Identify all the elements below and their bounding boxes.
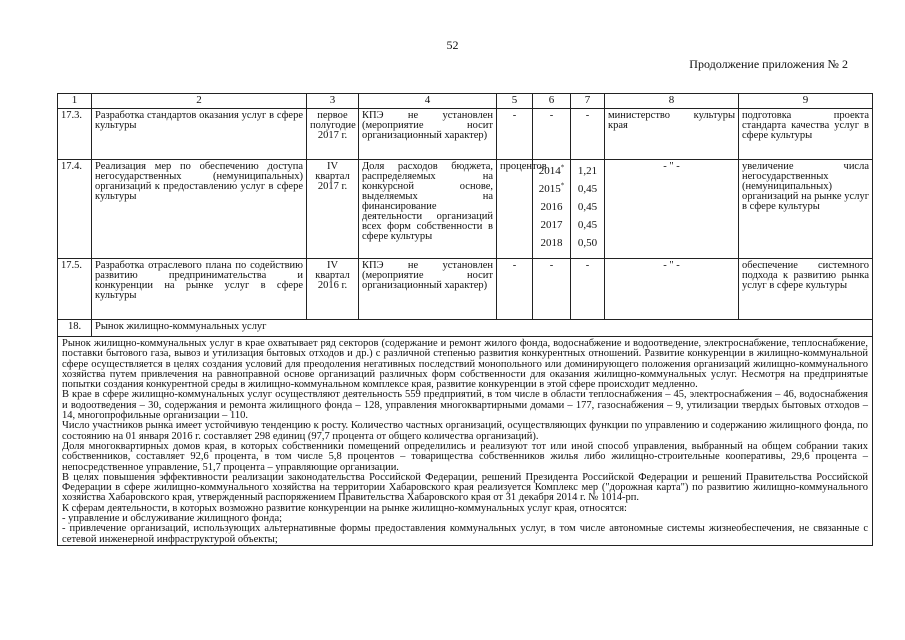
measure-indicator: Доля расходов бюджета, распределяемых на конкурсной основе, выделяемых на финансирование деятельности организаций всех форм собственности в сфере культуры bbox=[359, 160, 497, 259]
measure-name: Разработка стандартов оказания услуг в сфере культуры bbox=[92, 109, 307, 160]
measure-year: 2017 bbox=[540, 219, 563, 231]
section-number: 18. bbox=[58, 320, 92, 337]
measure-unit: - bbox=[497, 259, 533, 320]
page-number: 52 bbox=[446, 38, 459, 52]
measure-unit: процентов bbox=[497, 160, 533, 259]
measure-values bbox=[571, 160, 605, 259]
measure-executor: - " - bbox=[605, 259, 739, 320]
column-number: 5 bbox=[497, 94, 533, 109]
section-row bbox=[58, 320, 873, 337]
measure-executor: министерство культуры края bbox=[605, 109, 739, 160]
table-row bbox=[58, 259, 873, 320]
measure-unit: - bbox=[497, 109, 533, 160]
measure-result: увеличение числа негосударственных (немуниципальных) организаций на рынке услуг в сфере культуры bbox=[739, 160, 873, 259]
column-number: 6 bbox=[533, 94, 571, 109]
column-number: 4 bbox=[359, 94, 497, 109]
column-number: 2 bbox=[92, 94, 307, 109]
measure-name: Реализация мер по обеспечению доступа негосударственных (немуниципальных) организаций к предоставлению услуг в сфере культуры bbox=[92, 160, 307, 259]
narrative-cell bbox=[58, 337, 873, 546]
narrative-paragraph: В крае в сфере жилищно-коммунальных услуг осуществляют деятельность 559 предприятий, в том числе в области теплоснабжения – 45, электроснабжения – 46, водоснабжения и водоотведения – 30, содержания и ремонта жилищного фонда – 128, управления многоквартирными домами – 177, газоснабжения – 9, утилизации твердых бытовых отходов – 14, многопрофильные организации – 110. bbox=[62, 389, 868, 422]
measure-value: 0,45 bbox=[577, 201, 598, 213]
narrative-paragraph: Число участников рынка имеет устойчивую тенденцию к росту. Количество частных организаций, осуществляющих функции по управлению и содержанию жилищного фонда, по состоянию на 01 января 2016 г. составляет 298 единиц (97,7 процента от общего количества организаций). bbox=[62, 420, 868, 442]
column-number: 3 bbox=[307, 94, 359, 109]
measures-table bbox=[57, 93, 873, 546]
measure-indicator: КПЭ не установлен (мероприятие носит организационный характер) bbox=[359, 259, 497, 320]
measure-name: Разработка отраслевого плана по содействию развитию предпринимательства и конкуренции на рынке услуг в сфере культуры bbox=[92, 259, 307, 320]
table-row bbox=[58, 109, 873, 160]
measure-value: - bbox=[571, 109, 605, 160]
measure-year: 2015* bbox=[538, 181, 565, 195]
measure-value: 0,45 bbox=[577, 183, 598, 195]
narrative-paragraph: - привлечение организаций, использующих альтернативные формы предоставления коммунальных услуг, в том числе автономные системы жизнеобеспечения, не связанные с сетевой инженерной инфраструктурой объекты; bbox=[62, 523, 868, 545]
column-number: 9 bbox=[739, 94, 873, 109]
measure-year: 2018 bbox=[540, 237, 563, 249]
appendix-note: Продолжение приложения № 2 bbox=[689, 57, 848, 71]
column-number: 8 bbox=[605, 94, 739, 109]
column-numbers-row bbox=[58, 94, 873, 109]
measure-value: 0,45 bbox=[577, 219, 598, 231]
measure-result: обеспечение системного подхода к развитию рынка услуг в сфере культуры bbox=[739, 259, 873, 320]
column-number: 1 bbox=[58, 94, 92, 109]
measure-value: 1,21 bbox=[577, 165, 598, 177]
measure-term: IV квартал 2016 г. bbox=[307, 259, 359, 320]
measure-result: подготовка проекта стандарта качества услуг в сфере культуры bbox=[739, 109, 873, 160]
measure-term: IV квартал 2017 г. bbox=[307, 160, 359, 259]
measure-executor: - " - bbox=[605, 160, 739, 259]
narrative-paragraph: Рынок жилищно-коммунальных услуг в крае охватывает ряд секторов (содержание и ремонт жилого фонда, водоснабжение и водоотведение, электроснабжение, теплоснабжение, поставки бытового газа, вывоз и утилизация бытовых отходов и др.) с различной степенью развития конкурентных отношений. Развитие конкуренции в жилищно-коммунальной сфере осуществляется в целях создания условий для преодоления негативных последствий монопольного или доминирующего положения организаций жилищно-коммунального хозяйства путем привлечения на равноправной основе организаций различных форм собственности для оказания жилищно-коммунальных услуг. Несмотря на предпринятые попытки создания конкурентной среды в жилищно-коммунальном комплексе края, развитие конкуренции в этой сфере происходит медленно. bbox=[62, 338, 868, 391]
narrative-row bbox=[58, 337, 873, 546]
measure-years bbox=[533, 160, 571, 259]
section-title: Рынок жилищно-коммунальных услуг bbox=[92, 320, 873, 337]
row-number: 17.3. bbox=[58, 109, 92, 160]
measure-year: - bbox=[533, 109, 571, 160]
column-number: 7 bbox=[571, 94, 605, 109]
measure-value: - bbox=[571, 259, 605, 320]
measure-year: 2014* bbox=[538, 163, 565, 177]
row-number: 17.5. bbox=[58, 259, 92, 320]
row-number: 17.4. bbox=[58, 160, 92, 259]
narrative-paragraph: - управление и обслуживание жилищного фонда; bbox=[62, 513, 283, 525]
narrative-paragraph: К сферам деятельности, в которых возможно развитие конкуренции на рынке жилищно-коммунальных услуг края, относятся: bbox=[62, 502, 627, 514]
narrative-paragraph: Доля многоквартирных домов края, в которых собственники помещений определились и реализуют тот или иной способ управления, выбранный на общем собрании таких собственников, составляет 92,6 процента, в том числе 5,8 процентов – товарищества собственников жилья либо жилищно-строительные кооперативы, 29,6 процента – непосредственное управление, 51,7 процента – управляющие организации. bbox=[62, 440, 868, 473]
measure-indicator: КПЭ не установлен (мероприятие носит организационный характер) bbox=[359, 109, 497, 160]
measure-value: 0,50 bbox=[577, 237, 598, 249]
measure-term: первое полугодие 2017 г. bbox=[307, 109, 359, 160]
narrative-paragraph: В целях повышения эффективности реализации законодательства Российской Федерации, решений Президента Российской Федерации и решений Правительства Российской Федерации в сфере жилищно-коммунального хозяйства на территории Хабаровского края реализуется Комплекс мер ("дорожная карта") по развитию жилищно-коммунального хозяйства Хабаровского края, утвержденный распоряжением Правительства Хабаровского края от 31 декабря 2014 г. № 1014-рп. bbox=[62, 471, 868, 504]
measure-year: 2016 bbox=[540, 201, 563, 213]
table-row bbox=[58, 160, 873, 259]
measure-year: - bbox=[533, 259, 571, 320]
